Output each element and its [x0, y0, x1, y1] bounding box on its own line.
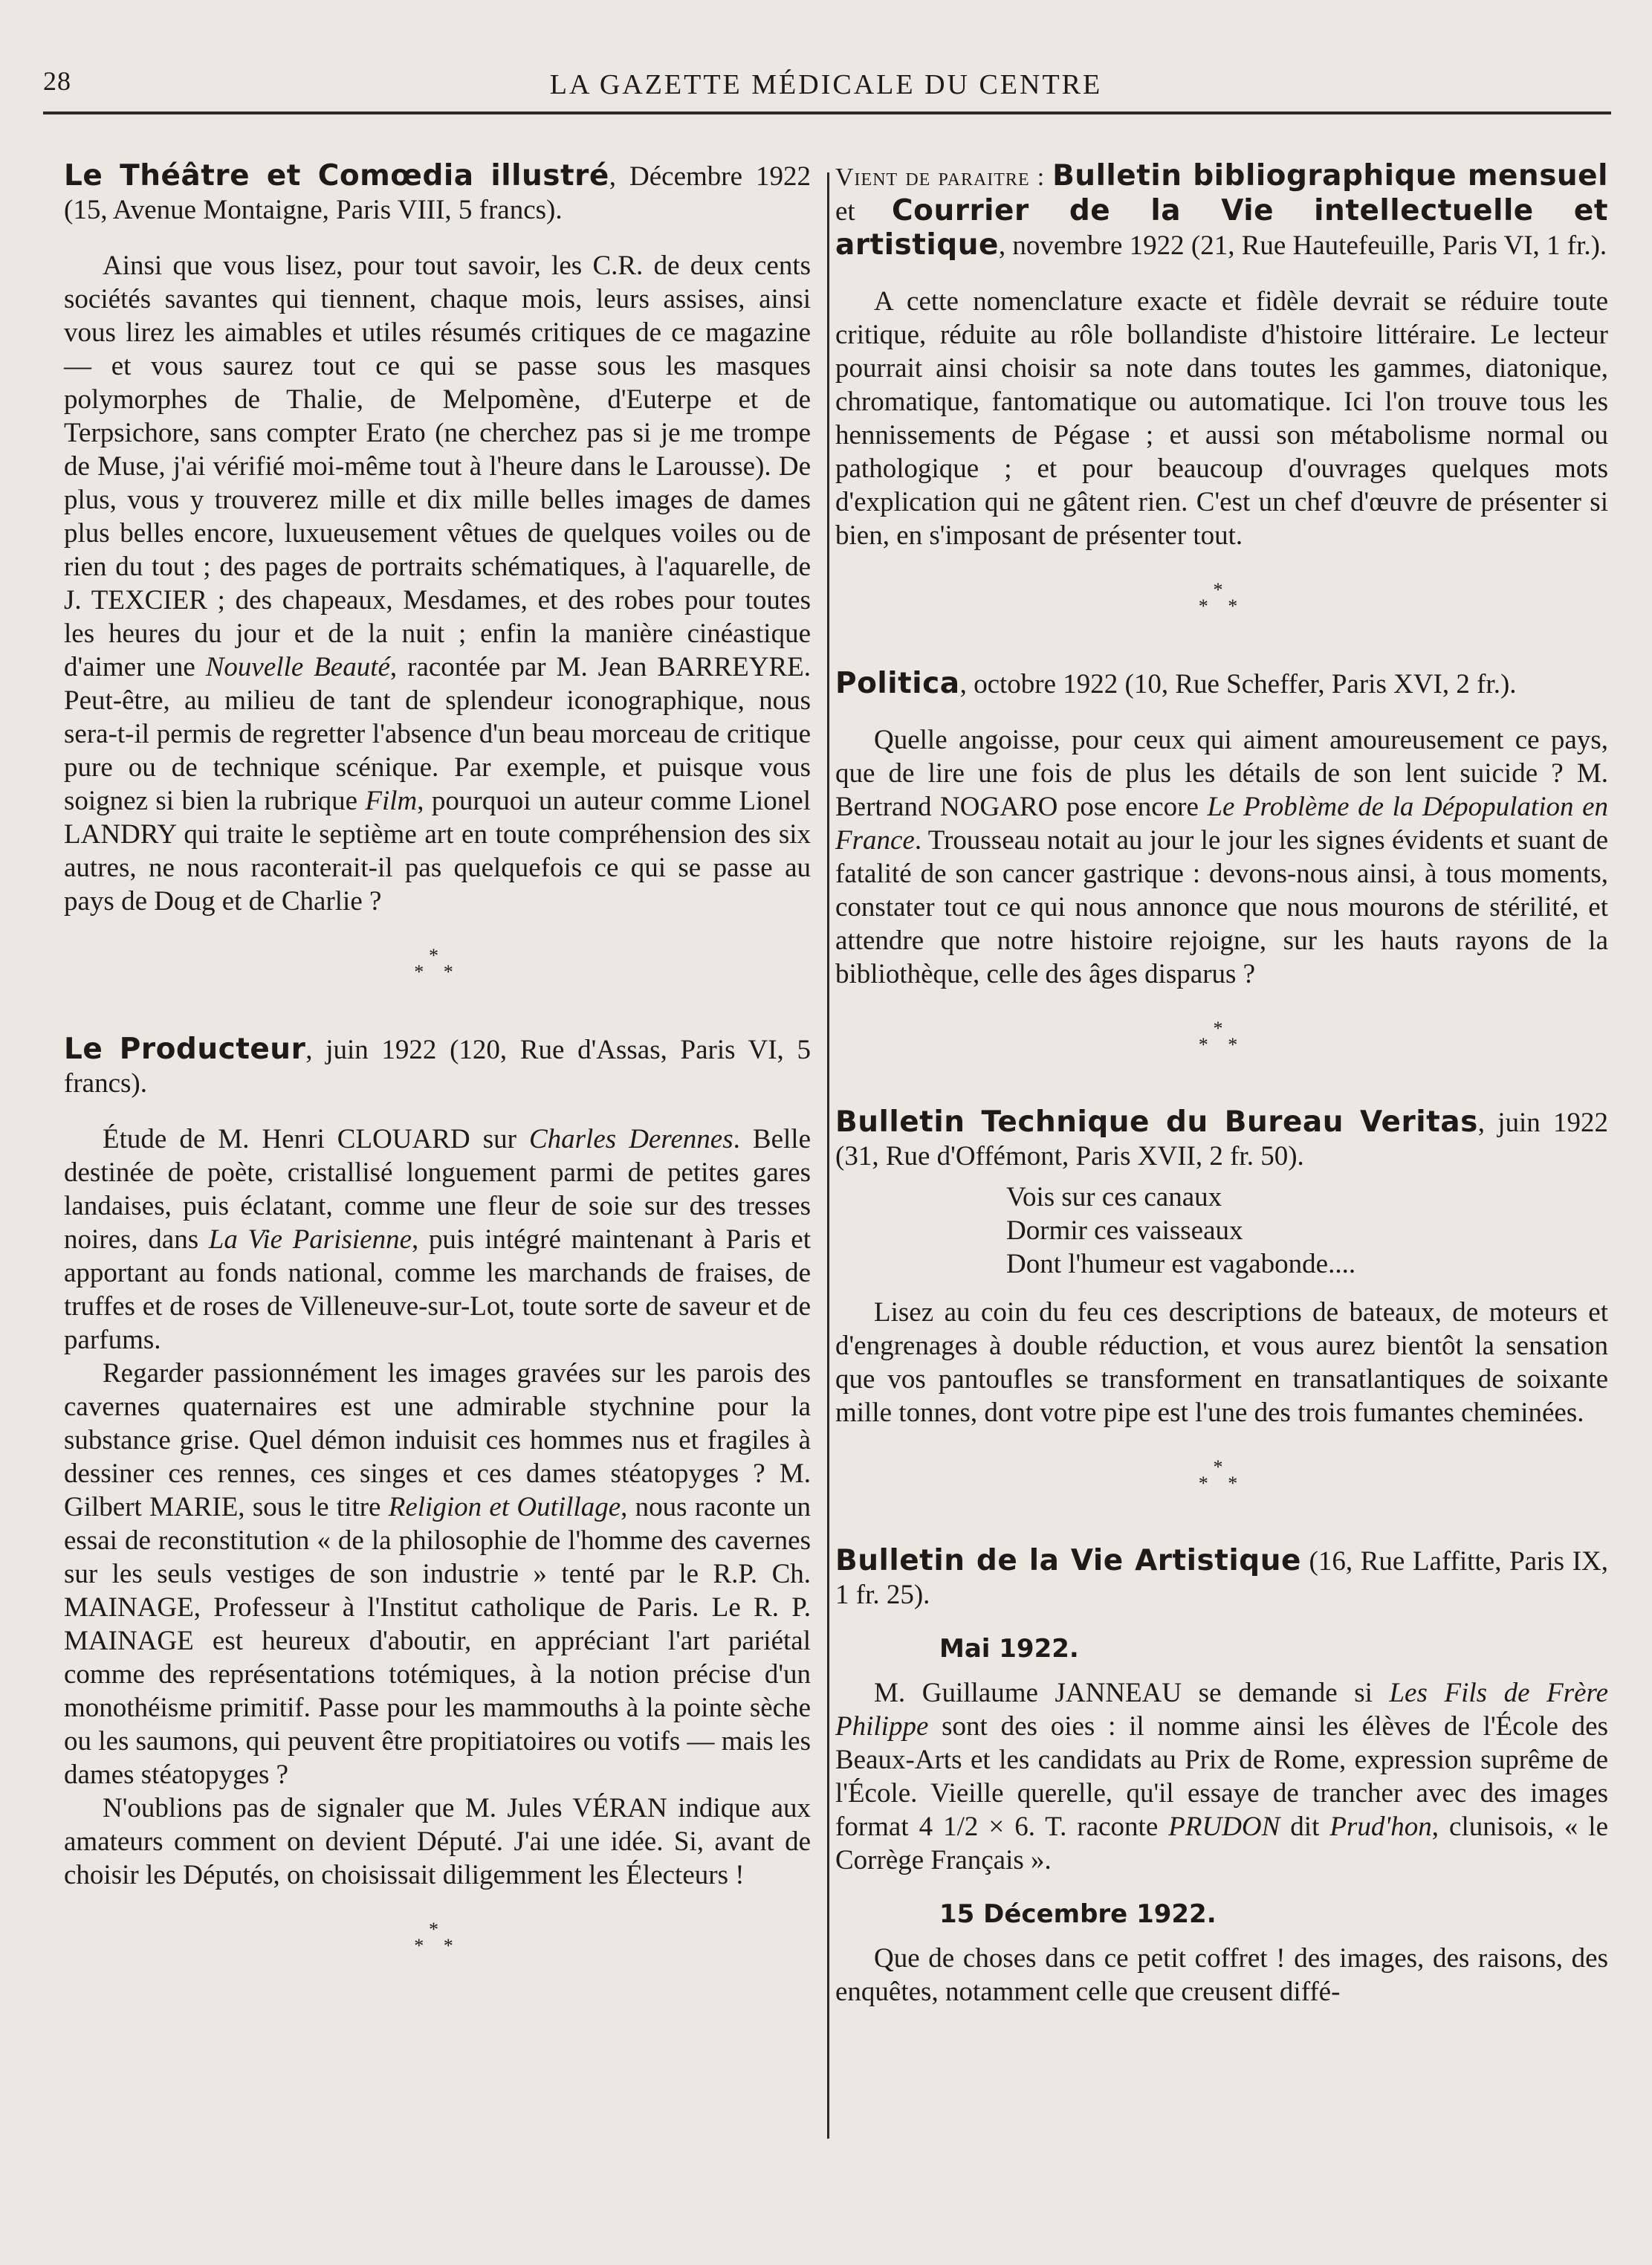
- entry-title: Bulletin Technique du Bureau Veritas: [835, 1105, 1478, 1139]
- entry-paragraph: Lisez au coin du feu ces descriptions de bateaux, de moteurs et d'engrenages à double réduction, et vous aurez bientôt la sensation que vos pantoufles se transforment en transatlantiques de soixante mille tonnes, dont votre pipe est l'une des trois fumantes cheminées.: [835, 1297, 1608, 1428]
- entry-heading: [835, 1544, 1608, 1612]
- entry-title: Bulletin de la Vie Artistique: [835, 1544, 1301, 1577]
- entry-heading: Vient de paraitre : Bulletin bibliographique mensuel et Courrier de la Vie intellectuelle et artistique, novembre 1922 (21, Rue Hautefeuille, Paris VI, 1 fr.).: [835, 159, 1608, 262]
- entry-meta: , Décembre 1922 (15, Avenue Montaigne, Paris VIII, 5 francs).: [64, 161, 811, 225]
- date-subheading: 15 Décembre 1922.: [939, 1899, 1217, 1929]
- entry-paragraph: Que de choses dans ce petit coffret ! des images, des raisons, des enquêtes, notamment celle que creusent diffé-: [835, 1943, 1608, 2007]
- entry-heading: [835, 1105, 1608, 1173]
- poem-quote: [1006, 1180, 1608, 1281]
- section-separator: * * *: [1198, 1018, 1246, 1056]
- poem-line: Vois sur ces canaux: [1006, 1182, 1222, 1212]
- entry-paragraph: Quelle angoisse, pour ceux qui aiment amoureusement ce pays, que de lire une fois de plus les détails de son lent suicide ? M. Bertrand NOGARO pose encore Le Problème de la Dépopulation en France. Trousseau notait au jour le jour les signes évidents et suant de fatalité de son cancer gastrique : devons-nous ainsi, à tous moments, constater tout ce qui nous annonce que nous mourons de stérilité, et attendre que notre histoire rejoigne, sur les hauts rayons de la bibliothèque, celle des âges disparus ?: [835, 725, 1608, 989]
- entry-title: Politica: [835, 667, 960, 700]
- entry-paragraph: Regarder passionnément les images gravées sur les parois des cavernes quaternaires est une admirable stychnine pour la substance grise. Quel démon induisit ces hommes nus et fragiles à dessiner ces rennes, ces singes et ces dames stéatopyges ? M. Gilbert MARIE, sous le titre Religion et Outillage, nous raconte un essai de reconstitution « de la philosophie de l'homme des cavernes sur les seuls vestiges de son industrie » tenté par le R.P. Ch. MAINAGE, Professeur à l'Institut catholique de Paris. Le R. P. MAINAGE est heureux d'aboutir, en appréciant l'art pariétal comme des représentations totémiques, à la notion précise d'un monothéisme primitif. Passe pour les mammouths à la pointe sèche ou les saumons, qui peuvent être propitiatoires ou votifs — mais les dames stéatopyges ?: [64, 1358, 811, 1790]
- entry-heading: [64, 1033, 811, 1100]
- entry-title: Le Producteur: [64, 1033, 306, 1066]
- entry-lead: Vient de paraitre :: [835, 164, 1046, 191]
- entry-paragraph: Étude de M. Henri CLOUARD sur Charles Derennes. Belle destinée de poète, cristallisé longuement parmi de petites gares landaises, puis éclatant, comme une fleur de soie sur des tresses noires, dans La Vie Parisienne, puis intégré maintenant à Paris et apportant au fonds national, comme les marchands de fraises, de truffes et de roses de Villeneuve-sur-Lot, toute sorte de saveur et de parfums.: [64, 1124, 811, 1355]
- entry-title: Bulletin bibliographique mensuel: [1052, 159, 1608, 193]
- entry-paragraph: A cette nomenclature exacte et fidèle devrait se réduire toute critique, réduite au rôle bollandiste d'histoire littéraire. Le lecteur pourrait ainsi choisir sa note dans toutes les gammes, diatonique, chromatique, fantomatique ou automatique. Ici l'on trouve tous les hennissements de Pégase ; et aussi son métabolisme normal ou pathologique ; et pour beaucoup d'ouvrages quelques mots d'explication qui ne gâtent rien. C'est un chef d'œuvre de présenter si bien, en s'imposant de présenter tout.: [835, 286, 1608, 551]
- poem-line: Dont l'humeur est vagabonde....: [1006, 1249, 1356, 1279]
- entry-heading: [64, 159, 811, 227]
- date-subheading: Mai 1922.: [939, 1634, 1079, 1664]
- page-number: 28: [43, 66, 71, 96]
- entry-heading: [835, 667, 1608, 701]
- entry-paragraph: N'oublions pas de signaler que M. Jules VÉRAN indique aux amateurs comment on devient Député. J'ai une idée. Si, avant de choisir les Députés, on choisissait diligemment les Électeurs !: [64, 1793, 811, 1890]
- running-title: LA GAZETTE MÉDICALE DU CENTRE: [549, 69, 1103, 100]
- entry-meta: , novembre 1922 (21, Rue Hautefeuille, Paris VI, 1 fr.).: [998, 230, 1607, 261]
- section-separator: * * *: [1198, 1456, 1246, 1494]
- entry-paragraph: M. Guillaume JANNEAU se demande si Les Fils de Frère Philippe sont des oies : il nomme ainsi les élèves de l'École des Beaux-Arts et les candidats au Prix de Rome, expression suprême de l'École. Vieille querelle, qu'il essaye de trancher avec des images format 4 1/2 × 6. T. raconte PRUDON dit Prud'hon, clunisois, « le Corrège Français ».: [835, 1678, 1609, 1875]
- right-column: [835, 159, 1608, 2009]
- entry-title: Le Théâtre et Comœdia illustré: [64, 159, 609, 193]
- header-rule: [43, 112, 1611, 114]
- section-separator: * * *: [414, 1919, 461, 1957]
- entry-meta: , juin 1922 (120, Rue d'Assas, Paris VI, 5 francs).: [64, 1035, 811, 1099]
- page-header: [0, 0, 1652, 126]
- entry-meta: (16, Rue Laffitte, Paris IX, 1 fr. 25).: [835, 1546, 1608, 1610]
- entry-meta: , juin 1922 (31, Rue d'Offémont, Paris XVII, 2 fr. 50).: [835, 1108, 1608, 1172]
- entry-title: Courrier de la Vie intellectuelle et artistique: [835, 194, 1608, 262]
- section-separator: * * *: [414, 945, 461, 983]
- entry-paragraph: Ainsi que vous lisez, pour tout savoir, les C.R. de deux cents sociétés savantes qui tiennent, chaque mois, leurs assises, ainsi vous lirez les aimables et utiles résumés critiques de ce magazine — et vous saurez tout ce qui se passe sous les masques polymorphes de Thalie, de Melpomène, d'Euterpe et de Terpsichore, sans compter Erato (ne cherchez pas si je me trompe de Muse, j'ai vérifié moi-même tout à l'heure dans le Larousse). De plus, vous y trouverez mille et dix mille belles images de dames plus belles encore, luxueusement vêtues de quelques voiles ou de rien du tout ; des pages de portraits schématiques, à l'aquarelle, de J. TEXCIER ; des chapeaux, Mesdames, et des robes pour toutes les heures du jour et de la nuit ; enfin la manière cinéastique d'aimer une Nouvelle Beauté, racontée par M. Jean BARREYRE. Peut-être, au milieu de tant de splendeur iconographique, nous sera-t-il permis de regretter l'absence d'un beau morceau de critique pure ou de technique scénique. Par exemple, et puisque vous soignez si bien la rubrique Film, pourquoi un auteur comme Lionel LANDRY qui traite le septième art en toute compréhension des six autres, ne nous raconterait-il pas quelquefois ce qui se passe au pays de Doug et de Charlie ?: [64, 251, 811, 917]
- poem-line: Dormir ces vaisseaux: [1006, 1215, 1243, 1246]
- entry-meta: , octobre 1922 (10, Rue Scheffer, Paris XVI, 2 fr.).: [959, 669, 1517, 699]
- section-separator: * * *: [1198, 579, 1246, 617]
- column-divider: [827, 172, 829, 2139]
- left-column: [64, 159, 811, 2006]
